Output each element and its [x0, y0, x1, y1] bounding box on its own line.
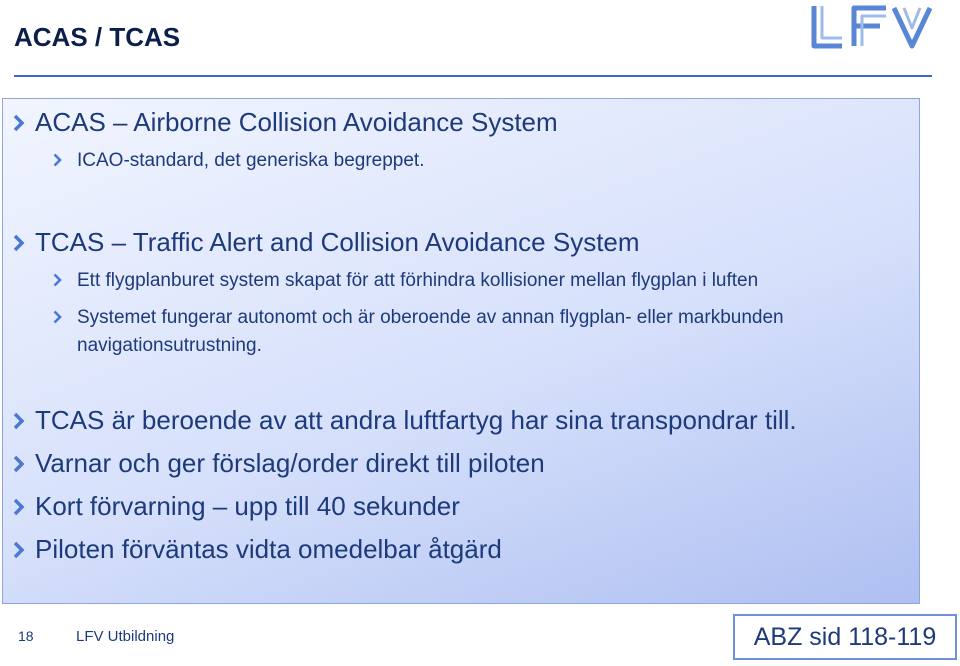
chevron-right-icon: [13, 498, 25, 516]
page-number: 18: [18, 628, 34, 644]
chevron-right-icon: [53, 310, 62, 324]
chevron-right-icon: [13, 412, 25, 430]
reference-box: ABZ sid 118-119: [733, 614, 957, 660]
bullet-point-3: [13, 491, 460, 522]
chevron-right-icon: [53, 273, 62, 287]
chevron-right-icon: [13, 114, 25, 132]
acas-sub: ICAO-standard, det generiska begreppet.: [77, 150, 425, 171]
tcas-sub-2: Systemet fungerar autonomt och är oberoende av annan flygplan- eller markbunden navigationsutrustning.: [77, 307, 784, 356]
sub-bullet-acas: [53, 150, 424, 172]
chevron-right-icon: [53, 153, 62, 167]
point-text: TCAS är beroende av att andra luftfartyg har sina transpondrar till.: [35, 405, 797, 435]
tcas-sub-1: Ett flygplanburet system skapat för att förhindra kollisioner mellan flygplan i luften: [77, 270, 759, 291]
chevron-right-icon: [13, 234, 25, 252]
bullet-point-4: [13, 534, 502, 565]
sub-bullet-tcas-2: [53, 304, 837, 360]
bullet-point-2: [13, 448, 545, 479]
content-panel: [2, 98, 920, 604]
point-text: Varnar och ger förslag/order direkt till piloten: [35, 448, 545, 478]
point-text: Piloten förväntas vidta omedelbar åtgärd: [35, 534, 502, 564]
header-divider: [14, 75, 932, 77]
bullet-acas: [13, 107, 558, 138]
chevron-right-icon: [13, 541, 25, 559]
bullet-tcas: [13, 227, 640, 258]
footer-label: LFV Utbildning: [76, 628, 175, 645]
chevron-right-icon: [13, 455, 25, 473]
acas-heading: ACAS – Airborne Collision Avoidance System: [35, 107, 558, 137]
lfv-logo: [808, 2, 934, 52]
point-text: Kort förvarning – upp till 40 sekunder: [35, 491, 460, 521]
bullet-point-1: [13, 405, 797, 436]
slide-title: ACAS / TCAS: [14, 22, 181, 52]
tcas-heading: TCAS – Traffic Alert and Collision Avoidance System: [35, 227, 640, 257]
sub-bullet-tcas-1: [53, 270, 758, 292]
